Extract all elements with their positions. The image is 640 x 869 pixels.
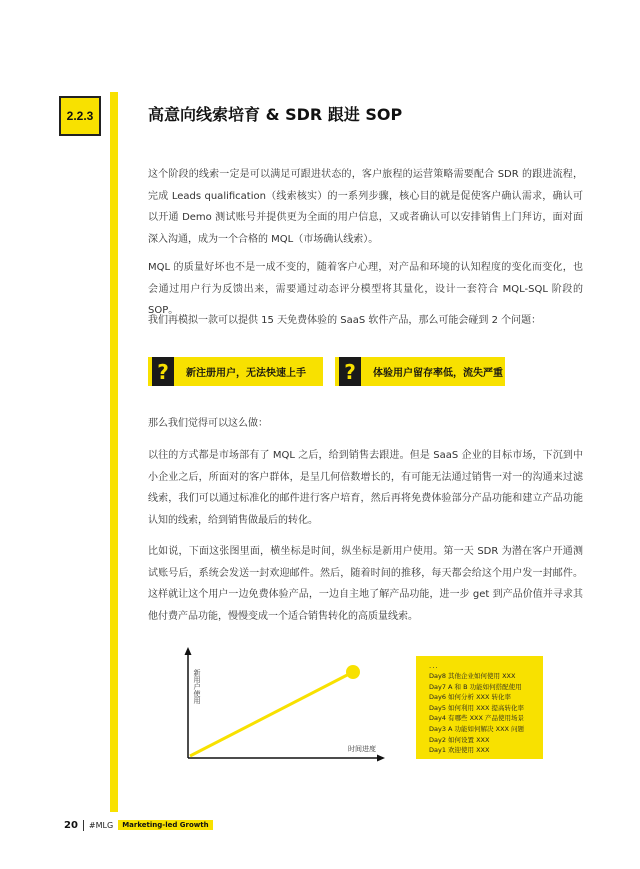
paragraph-email-nurture: 以往的方式都是市场部有了 MQL 之后，给到销售去跟进。但是 SaaS 企业的目标市场，下沉到中小企业之后，所面对的客户群体，是呈几何倍数增长的，有可能无法通过销售一对一的沟通来过滤线索，我们可以通过标准化的邮件进行客户培育，然后再将免费体验部分产品功能和建立产品功能认知的线索，给到销售做最后的转化。	[148, 450, 583, 526]
legend-ellipsis: ...	[429, 662, 439, 670]
footer-hashtag: #MLG	[88, 820, 114, 830]
section-number-badge: 2.2.3	[59, 96, 101, 136]
x-axis-arrow	[377, 755, 385, 762]
email-schedule-legend	[416, 656, 543, 759]
legend-item: Day7 A 和 B 功能如何搭配使用	[429, 682, 522, 691]
footer-divider	[83, 820, 84, 831]
x-axis-label: 时间进度	[348, 745, 376, 753]
paragraph-approach-intro: 那么我们觉得可以这么做：	[148, 418, 268, 429]
legend-item: Day8 其他企业如何使用 XXX	[429, 672, 516, 680]
section-title: 高意向线索培育 & SDR 跟进 SOP	[148, 105, 403, 124]
page-number: 20	[64, 819, 78, 831]
user-growth-chart	[160, 645, 390, 770]
footer-brand-label: Marketing-led Growth	[118, 820, 212, 830]
paragraph-leads-qualification: 这个阶段的线索一定是可以满足可跟进状态的，客户旅程的运营策略需要配合 SDR 的跟进流程，完成 Leads qualification（线索核实）的一系列步骤，核心目的就是促使客户确认需求，确认可以开通 Demo 测试账号并提供更为全面的用户信息，又或者确认可以安排销售上门拜访，面对面深入沟通，成为一个合格的 MQL（市场确认线索）。	[148, 169, 583, 245]
callout-text: 新注册用户，无法快速上手	[186, 368, 306, 379]
paragraph-saas-scenario: 我们再模拟一款可以提供 15 天免费体验的 SaaS 软件产品，那么可能会碰到 2 个问题：	[148, 315, 542, 326]
page-footer	[64, 818, 213, 832]
paragraph-chart-explanation: 比如说，下面这张图里面，横坐标是时间，纵坐标是新用户使用。第一天 SDR 为潜在客户开通测试账号后，系统会发送一封欢迎邮件。然后，随着时间的推移，每天都会给这个用户发一封邮件。这样就让这个用户一边免费体验产品，一边自主地了解产品功能，进一步 get 到产品价值并寻求其他付费产品功能，慢慢变成一个适合销售转化的高质量线索。	[148, 546, 583, 622]
legend-item: Day6 如何分析 XXX 转化率	[429, 693, 512, 702]
y-axis-arrow	[185, 647, 192, 655]
legend-item: Day2 如何设置 XXX	[429, 735, 490, 744]
callout-new-users	[148, 357, 323, 386]
series-end-point	[346, 665, 360, 679]
callout-retention	[335, 357, 505, 386]
legend-item: Day1 欢迎使用 XXX	[429, 746, 490, 755]
paragraph-mql-quality: MQL 的质量好坏也不是一成不变的，随着客户心理，对产品和环境的认知程度的变化而变化，也会通过用户行为反馈出来，需要通过动态评分模型将其量化，设计一套符合 MQL-SQL 阶段的 SOP。	[148, 262, 583, 316]
section-accent-bar	[110, 92, 118, 812]
legend-item: Day3 A 功能如何解决 XXX 问题	[429, 724, 525, 733]
callout-text: 体验用户留存率低，流失严重	[373, 368, 503, 379]
legend-item: Day4 有哪些 XXX 产品使用场景	[429, 714, 525, 723]
legend-item: Day5 如何利用 XXX 提高转化率	[429, 703, 525, 712]
question-mark-icon: ?	[339, 357, 361, 386]
y-axis-label: 新用户使用	[193, 669, 201, 704]
question-mark-icon: ?	[152, 357, 174, 386]
series-line	[190, 672, 353, 756]
